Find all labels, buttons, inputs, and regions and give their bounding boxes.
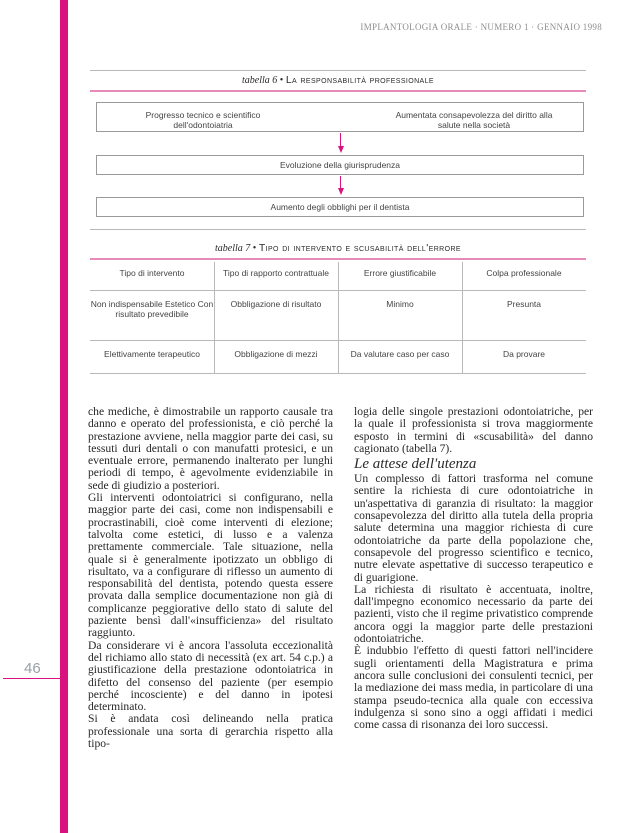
table7-cell: Elettivamente terapeutico — [104, 349, 200, 359]
paragraph: La richiesta di risultato è accentuata, inoltre, dall'impegno economico necessario da parte dei pazienti, visto che il regime privatistico comprende ancora oggi la maggior parte delle prestazioni odontoiatriche. — [354, 582, 593, 646]
table7-title: tabella 7 • Tipo di intervento e scusabilità dell'errore — [215, 242, 461, 254]
table7-cell: Minimo — [386, 299, 414, 309]
page-number: 46 — [24, 660, 41, 677]
running-head: IMPLANTOLOGIA ORALE · NUMERO 1 · GENNAIO 1998 — [360, 22, 602, 32]
arrow-stem-1 — [340, 133, 341, 147]
paragraph: logia delle singole prestazioni odontoiatriche, per la quale il professionista si trova maggiormente esposto in termini di «scusabilità» del danno cagionato (tabella 7). — [354, 405, 593, 455]
paragraph: Da considerare vi è ancora l'assoluta eccezionalità del richiamo allo stato di necessità (ex art. 54 c.p.) a giustificazione della prestazione odontoiatrica in difetto del consenso del paziente (per esempio perché incosciente) e del danno in ipotesi determinato. — [88, 638, 333, 714]
table6-title-rule — [90, 90, 586, 92]
table7-cell: Da provare — [502, 349, 546, 359]
table7-header: Tipo di intervento — [119, 268, 185, 278]
table7-header: Colpa professionale — [486, 268, 562, 278]
table6-number: tabella 6 — [242, 75, 278, 86]
paragraph: Gli interventi odontoiatrici si configurano, nella maggior parte dei casi, come non indispensabili e procrastinabili, cioè come interventi di elezione; talvolta come estetici, di lusso e a valenza prettamente commerciale. Tale situazione, nella quale si è generalmente ipotizzato un obbligo di risultato, va a configurare di riflesso un aumento di responsabilità del dentista, potendo questa essere provata dalla semplice documentazione non già di complicanze peggiorative dello stato di salute del paziente bensì dall'«insufficienza» del risultato raggiunto. — [88, 491, 333, 640]
margin-accent-bar — [60, 0, 68, 833]
table7-title-rule — [90, 258, 586, 260]
table7-heading: Tipo di intervento e scusabilità dell'errore — [258, 242, 461, 254]
table6-box-right: Aumentata consapevolezza del diritto alla salute nella società — [395, 110, 553, 130]
table6-box-middle: Evoluzione della giurisprudenza — [96, 155, 584, 175]
table7-col-divider — [462, 262, 463, 373]
folio-rule — [3, 678, 60, 679]
table6-box-bottom: Aumento degli obblighi per il dentista — [96, 197, 584, 217]
table7-header: Errore giustificabile — [363, 268, 437, 278]
section-subheading: Le attese dell'utenza — [354, 456, 477, 473]
table7-cell: Presunta — [506, 299, 542, 309]
paragraph: Un complesso di fattori trasforma nel comune sentire la richiesta di cure odontoiatriche in un'aspettativa di garanzia di risultato: la maggior consapevolezza del diritto alla tutela della propria salute determina una maggior richiesta di cure odontoiatriche da parte della popolazione che, consapevole del progresso scientifico e tecnico, nutre elevate aspettative di successo terapeutico e di guarigione. — [354, 472, 593, 584]
table6-heading: La responsabilità professionale — [285, 74, 434, 86]
arrow-down-icon — [338, 146, 344, 153]
table6-top-box — [96, 102, 584, 132]
paragraph: È indubbio l'effetto di questi fattori nell'incidere sugli orientamenti della Magistratura e prima ancora sulle conclusioni dei consulenti tecnici, per la mediazione dei mass media, in particolare di una stampa pseudo-tecnica alla quale con eccessiva indulgenza si sono sino a oggi affidati i medici come cassa di risonanza dei loro successi. — [354, 644, 593, 732]
table7-col-divider — [214, 262, 215, 373]
table7-col-divider — [338, 262, 339, 373]
table7-cell: Obbligazione di risultato — [230, 299, 322, 309]
arrow-down-icon — [338, 188, 344, 195]
table7-bottom-rule — [90, 373, 586, 374]
paragraph: Si è andata così delineando nella pratica professionale una sorta di gerarchia rispetto alla tipo- — [88, 712, 333, 751]
table6-top-rule — [90, 70, 586, 71]
left-text-column — [88, 406, 333, 750]
table7-cell: Non indispensabile Estetico Con risultato prevedibile — [90, 299, 214, 319]
table6-bottom-rule — [90, 229, 586, 230]
table7-cell: Da valutare caso per caso — [350, 349, 450, 359]
table6-box-left: Progresso tecnico e scientifico dell'odontoiatria — [145, 110, 261, 130]
right-text-column — [354, 406, 593, 731]
paragraph: che mediche, è dimostrabile un rapporto causale tra danno e operato del professionista, e ciò perché la prestazione avviene, nella maggior parte dei casi, su tessuti duri dentali o con manufatti protesici, e un eventuale errore, permanendo inalterato per lunghi periodi di tempo, è agevolmente evidenziabile in sede di giudizio a posteriori. — [88, 405, 333, 492]
table6-title: tabella 6 • La responsabilità professionale — [242, 74, 434, 86]
table7-number: tabella 7 — [215, 243, 251, 254]
table7-header: Tipo di rapporto contrattuale — [223, 268, 329, 278]
table7-cell: Obbligazione di mezzi — [234, 349, 318, 359]
